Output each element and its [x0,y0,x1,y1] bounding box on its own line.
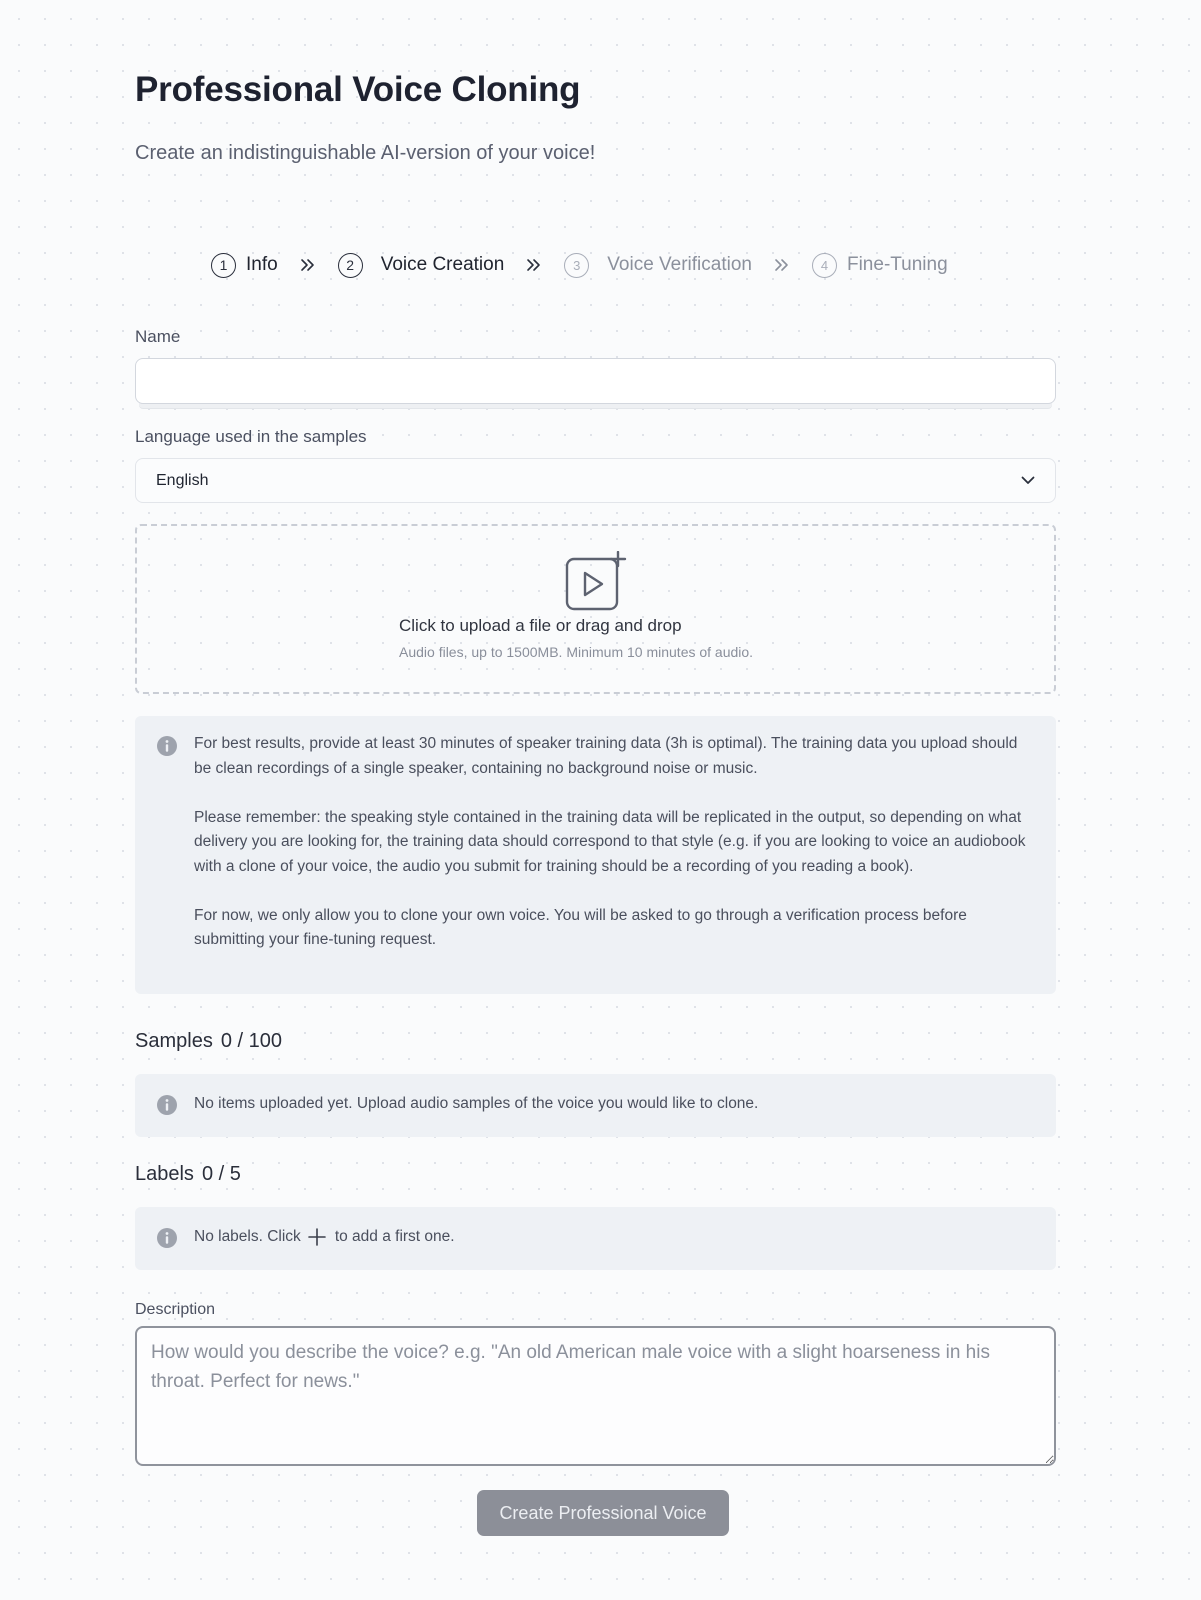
name-label: Name [135,327,181,346]
guidance-paragraph: Please remember: the speaking style contained in the training data will be replicated in the output, so depending on what delivery you are looking for, the training data should correspond to that style (e.g. if you are looking to voice an audiobook with a clone of your voice, the audio you submit for training should be a recording of you reading a book). [194,808,1026,875]
labels-empty-text-before: No labels. Click [194,1228,301,1245]
samples-empty-text: No items uploaded yet. Upload audio samples of the voice you would like to clone. [194,1095,759,1112]
samples-heading [135,1030,282,1053]
guidance-paragraph: For now, we only allow you to clone your own voice. You will be asked to go through a verification process before submitting your fine-tuning request. [194,906,967,948]
description-label: Description [135,1301,216,1318]
step-number: 1 [211,253,236,278]
stepper [211,250,948,280]
labels-heading [135,1163,241,1186]
page-title: Professional Voice Cloning [135,70,581,109]
chevron-double-right-icon [300,258,316,272]
name-input[interactable] [135,358,1056,404]
step-number: 2 [338,253,363,278]
info-icon [157,1095,177,1115]
language-select-value: English [156,471,209,489]
labels-empty-box [135,1207,1056,1270]
labels-empty-text [194,1227,455,1247]
upload-hint: Audio files, up to 1500MB. Minimum 10 minutes of audio. [399,644,754,660]
step-label: Fine-Tuning [846,254,948,275]
step-label: Voice Creation [380,254,505,275]
guidance-paragraph: For best results, provide at least 30 minutes of speaker training data (3h is optimal). The training data you upload should be clean recordings of a single speaker, containing no background noise or music. [194,735,1018,777]
description-textarea[interactable] [135,1326,1056,1466]
add-label-plus-icon[interactable] [307,1227,327,1247]
step-number: 3 [564,253,589,278]
samples-empty-box [135,1074,1056,1137]
guidance-info-box [135,716,1056,994]
upload-dropzone[interactable] [135,524,1056,694]
samples-count: 0 / 100 [220,1030,282,1052]
step-number: 4 [812,253,837,278]
labels-empty-text-after: to add a first one. [334,1228,455,1245]
labels-label: Labels [135,1163,194,1185]
page-subtitle: Create an indistinguishable AI-version of your voice! [135,142,596,164]
upload-title: Click to upload a file or drag and drop [399,616,682,635]
step-voice-creation[interactable] [338,253,505,278]
guidance-text [194,732,1038,953]
step-label: Info [246,254,278,275]
chevron-double-right-icon [774,258,790,272]
language-select[interactable] [135,458,1056,503]
language-label: Language used in the samples [135,427,367,446]
step-fine-tuning[interactable] [812,253,948,278]
chevron-double-right-icon [526,258,542,272]
info-icon [157,1228,177,1248]
step-voice-verification[interactable] [564,253,752,278]
info-icon [157,736,177,756]
create-professional-voice-button[interactable]: Create Professional Voice [477,1490,729,1536]
step-label: Voice Verification [607,254,752,275]
samples-label: Samples [135,1030,213,1052]
video-add-icon [565,551,627,613]
step-info[interactable] [211,253,278,278]
labels-count: 0 / 5 [201,1163,241,1185]
chevron-down-icon [1021,474,1035,488]
